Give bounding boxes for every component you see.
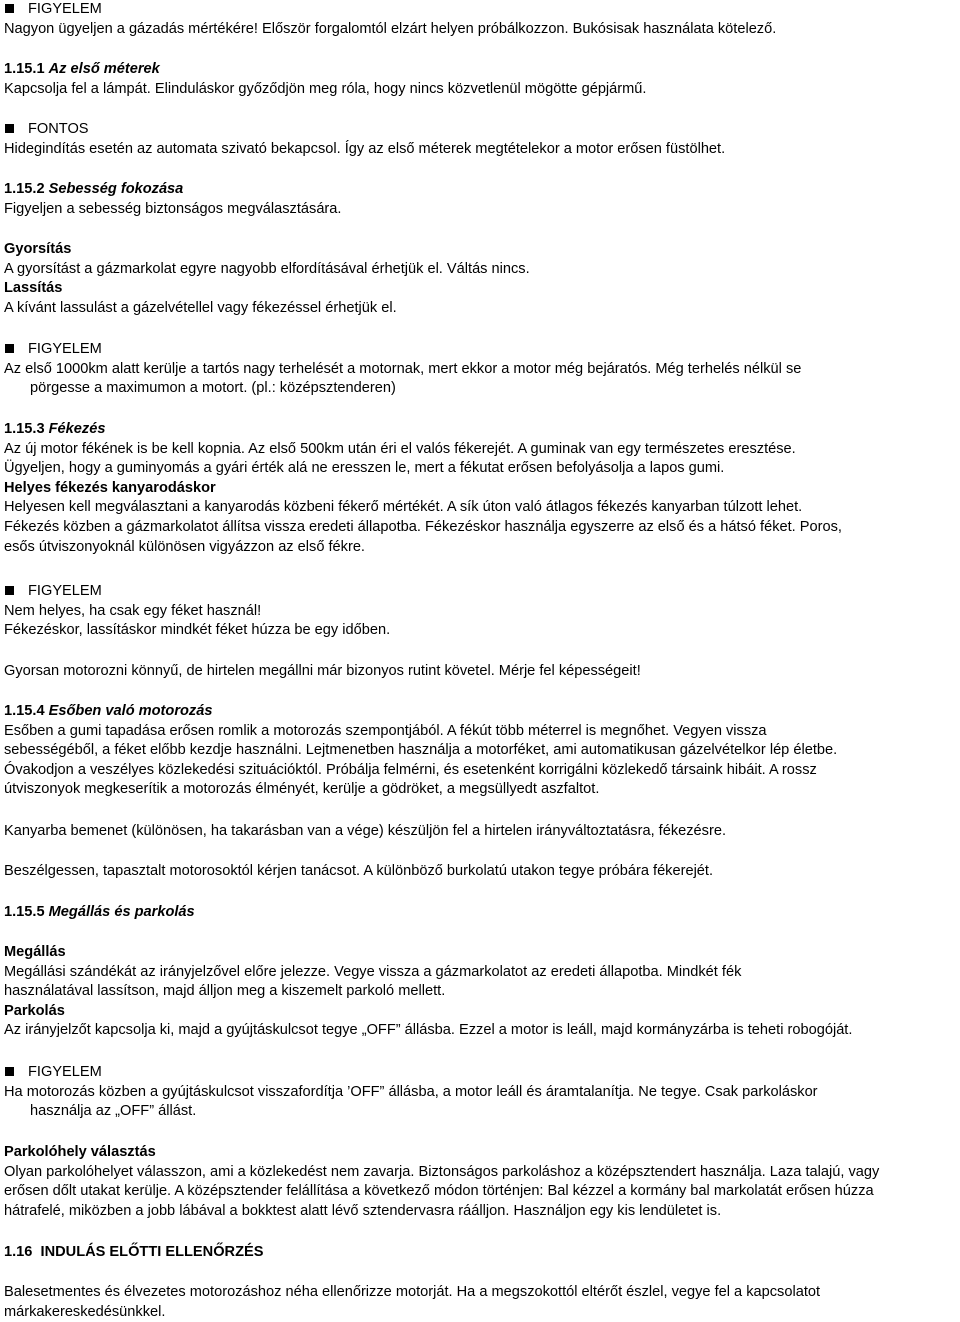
- section-text-line: Balesetmentes és élvezetes motorozáshoz néha ellenőrizze motorját. Ha a megszokottól eltérőt észlel, vegye fel a kapcsolatot: [4, 1284, 821, 1300]
- lassitas-text: A kívánt lassulást a gázelvétellel vagy fékezéssel érhetjük el.: [4, 299, 397, 316]
- warning-text-line: pörgesse a maximumon a motort. (pl.: középsztenderen): [30, 380, 396, 397]
- note-text: Hidegindítás esetén az automata szivató bekapcsol. Így az első méterek megtételekor a motor erősen füstölhet.: [4, 140, 726, 157]
- section-text-line: Az irányjelzőt kapcsolja ki, majd a gyújtáskulcsot tegye „OFF” állásba. Ezzel a motor is leáll, majd kormányzárba is teheti robogóját.: [4, 1022, 853, 1039]
- subheading-parkolohely: Parkolóhely választás: [4, 1144, 156, 1160]
- section-text-line: Helyesen kell megválasztani a kanyarodás közbeni fékerő mértékét. A sík úton való átlagos fékezés kanyarban túlzott lehet.: [4, 499, 803, 516]
- section-text-line: Az új motor fékének is be kell kopnia. Az első 500km után éri el valós fékerejét. A guminak van egy természetes eresztése.: [4, 440, 796, 457]
- subheading-megallas: Megállás: [4, 944, 66, 960]
- section-text-line: Esőben a gumi tapadása erősen romlik a motorozás szempontjából. A fékút több méterrel is megnőhet. Vegyen vissza: [4, 722, 767, 739]
- paragraph-kanyar: [4, 822, 956, 842]
- gyorsitas-text: A gyorsítást a gázmarkolat egyre nagyobb elfordításával érhetjük el. Váltás nincs.: [4, 260, 530, 277]
- subheading-parkolas: Parkolás: [4, 1002, 65, 1019]
- square-bullet-icon: [5, 124, 14, 133]
- section-1-15-4: [4, 702, 956, 800]
- section-heading: 1.16 INDULÁS ELŐTTI ELLENŐRZÉS: [4, 1244, 264, 1260]
- paragraph-text: Kanyarba bemenet (különösen, ha takarásban van a vége) készüljön fel a hirtelen irányváltoztatásra, fékezésre.: [4, 823, 726, 839]
- subheading-helyes-fekezes: Helyes fékezés kanyarodáskor: [4, 479, 216, 496]
- section-1-15-1: [4, 60, 956, 99]
- warning-heading: FIGYELEM: [4, 340, 956, 360]
- warning-text-line: Nem helyes, ha csak egy féket használ!: [4, 602, 262, 619]
- section-text-line: Óvakodjon a veszélyes közlekedési szituációktól. Próbálja felmérni, és esetenként korrigálni közlekedő társaink hibáit. A rossz: [4, 761, 817, 778]
- section-text-line: márkakereskedésünkkel.: [4, 1303, 166, 1320]
- section-heading: 1.15.1 Az első méterek: [4, 61, 160, 77]
- section-text-line: Megállási szándékát az irányjelzővel előre jelezze. Vegye vissza a gázmarkolatot az eredeti állapotba. Mindkét fék: [4, 963, 742, 980]
- subheading-lassitas: Lassítás: [4, 280, 63, 297]
- warning-heading: FIGYELEM: [4, 582, 956, 602]
- megallas-block: [4, 943, 956, 1041]
- square-bullet-icon: [5, 586, 14, 595]
- note-heading: FONTOS: [4, 120, 956, 140]
- parkolohely-block: [4, 1143, 956, 1221]
- paragraph-text: Beszélgessen, tapasztalt motorosoktól kérjen tanácsot. A különböző burkolatú utakon tegye próbára fékerejét.: [4, 863, 714, 879]
- warning-text: Nagyon ügyeljen a gázadás mértékére! Először forgalomtól elzárt helyen próbálkozzon. Bukósisak használata kötelező.: [4, 20, 777, 37]
- square-bullet-icon: [5, 344, 14, 353]
- section-1-16: [4, 1243, 956, 1263]
- section-text-line: használatával lassítson, majd álljon meg a kiszemelt parkoló mellett.: [4, 983, 446, 1000]
- warning-heading: FIGYELEM: [4, 1063, 956, 1083]
- section-1-16-text: [4, 1283, 956, 1322]
- warning-block-3: [4, 582, 956, 641]
- paragraph-beszelgessen: [4, 862, 956, 882]
- section-1-15-3: [4, 420, 956, 557]
- warning-block-2: [4, 340, 956, 399]
- section-text-line: erősen dőlt utakat kerülje. A középsztender felállítása a következő módon történjen: Bal kézzel a kormány bal markolatát erősen húzza: [4, 1183, 874, 1200]
- acceleration-block: [4, 240, 956, 318]
- warning-text-line: Fékezéskor, lassításkor mindkét féket húzza be egy időben.: [4, 622, 391, 639]
- section-1-15-5: [4, 903, 956, 923]
- warning-block-1: [4, 0, 956, 39]
- warning-text-line: Az első 1000km alatt kerülje a tartós nagy terhelését a motornak, mert ekkor a motor még bejáratós. Még terhelés nélkül se: [4, 360, 802, 377]
- warning-heading: FIGYELEM: [4, 0, 956, 20]
- section-heading: 1.15.5 Megállás és parkolás: [4, 904, 195, 920]
- paragraph-gyorsan: [4, 662, 956, 682]
- square-bullet-icon: [5, 4, 14, 13]
- warning-block-4: [4, 1063, 956, 1122]
- warning-text-line: használja az „OFF” állást.: [30, 1103, 197, 1120]
- section-text-line: útviszonyok megkeserítik a motorozás élményét, kerülje a gödröket, a megsüllyedt aszfaltot.: [4, 781, 600, 798]
- section-text-line: sebességéből, a féket előbb kezdje használni. Lejtmenetben használja a motorféket, ami automatikusan gázelvételkor lép életbe.: [4, 742, 838, 759]
- section-text-line: Ügyeljen, hogy a guminyomás a gyári érték alá ne eresszen le, mert a fékutat erősen befolyásolja a lapos gumi.: [4, 460, 725, 477]
- section-1-15-2: [4, 180, 956, 219]
- square-bullet-icon: [5, 1067, 14, 1076]
- section-heading: 1.15.4 Esőben való motorozás: [4, 703, 213, 719]
- section-text: Kapcsolja fel a lámpát. Elinduláskor győződjön meg róla, hogy nincs közvetlenül mögötte gépjármű.: [4, 80, 647, 97]
- warning-text-line: Ha motorozás közben a gyújtáskulcsot visszafordítja ’OFF” állásba, a motor leáll és áramtalanítja. Ne tegye. Csak parkoláskor: [4, 1083, 818, 1100]
- section-heading: 1.15.2 Sebesség fokozása: [4, 181, 184, 197]
- paragraph-text: Gyorsan motorozni könnyű, de hirtelen megállni már bizonyos rutint követel. Mérje fel képességeit!: [4, 663, 641, 679]
- section-text-line: Olyan parkolóhelyet válasszon, ami a közlekedést nem zavarja. Biztonságos parkoláshoz a középsztendert használja. Laza talajú, vagy: [4, 1163, 880, 1180]
- subheading-gyorsitas: Gyorsítás: [4, 241, 72, 257]
- section-text: Figyeljen a sebesség biztonságos megválasztására.: [4, 200, 342, 217]
- section-text-line: Fékezés közben a gázmarkolatot állítsa vissza eredeti állapotba. Fékezéskor használja egyszerre az első és a hátsó féket. Poros,: [4, 518, 842, 535]
- section-text-line: hátrafelé, miközben a jobb lábával a bokktest alatt lévő sztendervasra ráálljon. Használjon egy kis lendületet is.: [4, 1202, 722, 1219]
- note-block: [4, 120, 956, 159]
- section-text-line: esős útviszonyoknál különösen vigyázzon az első fékre.: [4, 538, 365, 555]
- section-heading: 1.15.3 Fékezés: [4, 421, 106, 437]
